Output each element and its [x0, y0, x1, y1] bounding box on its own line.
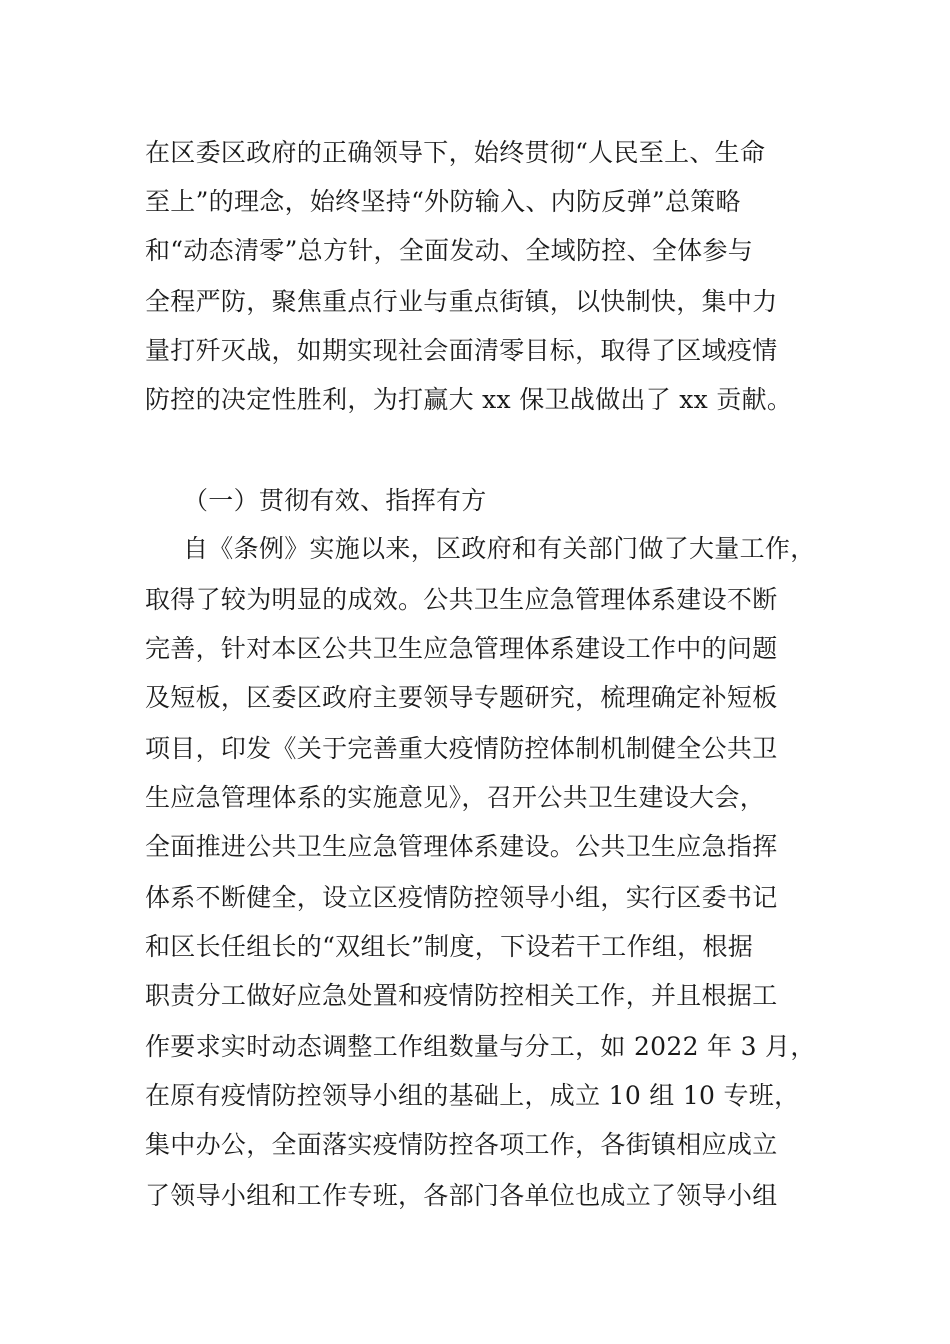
body-line: 项目，印发《关于完善重大疫情防控体制机制健全公共卫: [145, 734, 778, 763]
intro-line: 全程严防，聚焦重点行业与重点街镇，以快制快，集中力: [145, 287, 778, 316]
intro-line: 至上”的理念，始终坚持“外防输入、内防反弹”总策略: [145, 187, 741, 216]
intro-line: 在区委区政府的正确领导下，始终贯彻“人民至上、生命: [145, 138, 766, 167]
body-line: 体系不断健全，设立区疫情防控领导小组，实行区委书记: [145, 883, 778, 912]
body-line: 自《条例》实施以来，区政府和有关部门做了大量工作，: [183, 534, 816, 563]
body-line: 生应急管理体系的实施意见》，召开公共卫生建设大会，: [145, 783, 766, 812]
intro-line: 防控的决定性胜利，为打赢大 xx 保卫战做出了 xx 贡献。: [145, 385, 793, 414]
body-line: 职责分工做好应急处置和疫情防控相关工作，并且根据工: [145, 981, 778, 1010]
body-line: 在原有疫情防控领导小组的基础上，成立 10 组 10 专班，: [145, 1081, 800, 1110]
body-line: 及短板，区委区政府主要领导专题研究，梳理确定补短板: [145, 683, 778, 712]
body-line: 了领导小组和工作专班，各部门各单位也成立了领导小组: [145, 1181, 778, 1210]
body-line: 取得了较为明显的成效。公共卫生应急管理体系建设不断: [145, 585, 778, 614]
body-line: 集中办公，全面落实疫情防控各项工作，各街镇相应成立: [145, 1130, 778, 1159]
intro-line: 量打歼灭战，如期实现社会面清零目标，取得了区域疫情: [145, 336, 778, 365]
body-line: 完善，针对本区公共卫生应急管理体系建设工作中的问题: [145, 634, 778, 663]
body-line: 全面推进公共卫生应急管理体系建设。公共卫生应急指挥: [145, 832, 778, 861]
section-heading: （一）贯彻有效、指挥有方: [183, 486, 487, 515]
intro-line: 和“动态清零”总方针，全面发动、全域防控、全体参与: [145, 236, 754, 265]
body-line: 和区长任组长的“双组长”制度，下设若干工作组，根据: [145, 932, 754, 961]
body-line: 作要求实时动态调整工作组数量与分工，如 2022 年 3 月，: [145, 1032, 816, 1061]
